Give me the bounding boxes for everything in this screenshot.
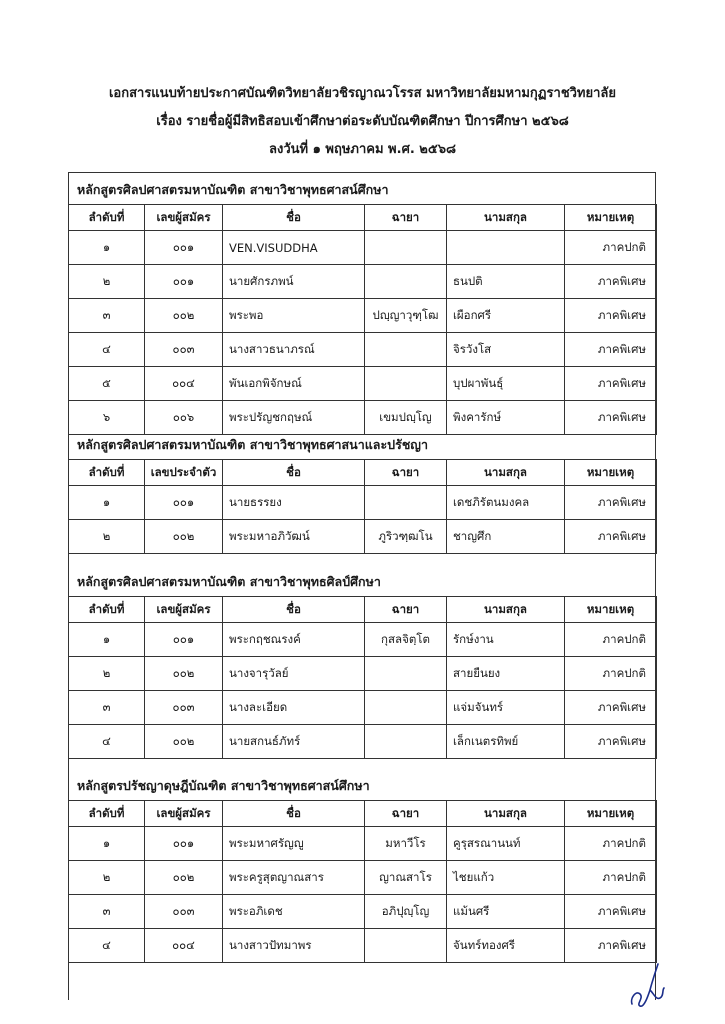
handwritten-signature: [626, 960, 668, 1010]
cell-remark: ภาคพิเศษ: [565, 299, 657, 333]
cell-remark: ภาคพิเศษ: [565, 929, 657, 963]
cell-order: ๓: [69, 299, 145, 333]
cell-name: นางละเอียด: [223, 691, 365, 725]
column-header-applicant-no: เลขผู้สมัคร: [145, 801, 223, 827]
program-title: หลักสูตรศิลปศาสตรมหาบัณฑิต สาขาวิชาพุทธศาสนาและปรัชญา: [68, 431, 656, 459]
cell-surname: ธนปติ: [447, 265, 565, 299]
cell-order: ๑: [69, 231, 145, 265]
cell-name: นายสกนธ์ภัทร์: [223, 725, 365, 759]
cell-order: ๓: [69, 895, 145, 929]
cell-monastic-name: ญาณสาโร: [365, 861, 447, 895]
column-header-name: ชื่อ: [223, 597, 365, 623]
cell-surname: บุปผาพันธุ์: [447, 367, 565, 401]
cell-surname: พิงคารักษ์: [447, 401, 565, 435]
program-section: [68, 176, 656, 435]
cell-monastic-name: กุสลจิตฺโต: [365, 623, 447, 657]
column-header-remark: หมายเหตุ: [565, 460, 657, 486]
cell-surname: [447, 231, 565, 265]
cell-monastic-name: [365, 929, 447, 963]
table-row: [69, 367, 657, 401]
column-header-monastic-name: ฉายา: [365, 460, 447, 486]
table-header-row: [69, 801, 657, 827]
cell-order: ๓: [69, 691, 145, 725]
cell-remark: ภาคพิเศษ: [565, 401, 657, 435]
column-header-surname: นามสกุล: [447, 597, 565, 623]
table-row: [69, 929, 657, 963]
cell-order: ๒: [69, 861, 145, 895]
cell-monastic-name: ปญฺญาวุฑฺโฒ: [365, 299, 447, 333]
cell-monastic-name: [365, 265, 447, 299]
program-section: [68, 431, 656, 554]
table-header-row: [69, 597, 657, 623]
cell-applicant-no: ๐๐๒: [145, 657, 223, 691]
cell-order: ๑: [69, 623, 145, 657]
cell-monastic-name: [365, 486, 447, 520]
cell-surname: จิรวังโส: [447, 333, 565, 367]
column-header-surname: นามสกุล: [447, 801, 565, 827]
cell-remark: ภาคปกติ: [565, 827, 657, 861]
column-header-order: ลำดับที่: [69, 801, 145, 827]
table-header-row: [69, 460, 657, 486]
cell-monastic-name: [365, 333, 447, 367]
header-line-2: เรื่อง รายชื่อผู้มีสิทธิสอบเข้าศึกษาต่อระดับบัณฑิตศึกษา ปีการศึกษา ๒๕๖๘: [156, 114, 569, 129]
table-row: [69, 333, 657, 367]
header-line-3: ลงวันที่ ๑ พฤษภาคม พ.ศ. ๒๕๖๘: [269, 142, 456, 157]
cell-surname: ไชยแก้ว: [447, 861, 565, 895]
cell-applicant-no: ๐๐๓: [145, 691, 223, 725]
table-row: [69, 486, 657, 520]
column-header-applicant-no: เลขผู้สมัคร: [145, 205, 223, 231]
cell-remark: ภาคพิเศษ: [565, 486, 657, 520]
cell-name: นายศักรภพน์: [223, 265, 365, 299]
cell-name: นางสาวธนาภรณ์: [223, 333, 365, 367]
cell-surname: เล็กเนตรทิพย์: [447, 725, 565, 759]
column-header-applicant-no: เลขผู้สมัคร: [145, 597, 223, 623]
program-section: [68, 568, 656, 759]
table-row: [69, 265, 657, 299]
cell-applicant-no: ๐๐๔: [145, 929, 223, 963]
cell-name: พระมหาอภิวัฒน์: [223, 520, 365, 554]
column-header-name: ชื่อ: [223, 801, 365, 827]
column-header-surname: นามสกุล: [447, 205, 565, 231]
cell-applicant-no: ๐๐๑: [145, 486, 223, 520]
cell-applicant-no: ๐๐๒: [145, 861, 223, 895]
cell-applicant-no: ๐๐๑: [145, 231, 223, 265]
program-title: หลักสูตรศิลปศาสตรมหาบัณฑิต สาขาวิชาพุทธศาสน์ศึกษา: [68, 176, 656, 204]
cell-applicant-no: ๐๐๓: [145, 895, 223, 929]
cell-surname: สายยืนยง: [447, 657, 565, 691]
cell-remark: ภาคพิเศษ: [565, 691, 657, 725]
program-section: [68, 772, 656, 963]
column-header-remark: หมายเหตุ: [565, 597, 657, 623]
table-row: [69, 861, 657, 895]
cell-applicant-no: ๐๐๑: [145, 265, 223, 299]
table-row: [69, 725, 657, 759]
table-row: [69, 623, 657, 657]
cell-applicant-no: ๐๐๑: [145, 623, 223, 657]
column-header-order: ลำดับที่: [69, 460, 145, 486]
cell-monastic-name: เขมปญฺโญ: [365, 401, 447, 435]
column-header-name: ชื่อ: [223, 460, 365, 486]
cell-order: ๔: [69, 725, 145, 759]
cell-remark: ภาคพิเศษ: [565, 895, 657, 929]
cell-remark: ภาคปกติ: [565, 623, 657, 657]
cell-applicant-no: ๐๐๖: [145, 401, 223, 435]
cell-name: พระกฤชณรงค์: [223, 623, 365, 657]
cell-remark: ภาคพิเศษ: [565, 265, 657, 299]
cell-surname: รักษ์งาน: [447, 623, 565, 657]
cell-name: VEN.VISUDDHA: [223, 231, 365, 265]
cell-order: ๑: [69, 827, 145, 861]
cell-applicant-no: ๐๐๒: [145, 725, 223, 759]
table-row: [69, 827, 657, 861]
cell-monastic-name: อภิปุญฺโญ: [365, 895, 447, 929]
cell-remark: ภาคพิเศษ: [565, 725, 657, 759]
cell-surname: แจ่มจันทร์: [447, 691, 565, 725]
cell-remark: ภาคปกติ: [565, 657, 657, 691]
candidates-table: [68, 800, 657, 963]
cell-name: นายธรรยง: [223, 486, 365, 520]
table-row: [69, 657, 657, 691]
cell-remark: ภาคพิเศษ: [565, 520, 657, 554]
cell-name: พันเอกพิจักษณ์: [223, 367, 365, 401]
table-row: [69, 691, 657, 725]
program-title: หลักสูตรศิลปศาสตรมหาบัณฑิต สาขาวิชาพุทธศิลป์ศึกษา: [68, 568, 656, 596]
cell-applicant-no: ๐๐๒: [145, 520, 223, 554]
cell-order: ๒: [69, 657, 145, 691]
table-header-row: [69, 205, 657, 231]
cell-surname: จันทร์ทองศรี: [447, 929, 565, 963]
candidates-table: [68, 596, 657, 759]
cell-surname: เผือกศรี: [447, 299, 565, 333]
cell-surname: แม้นศรี: [447, 895, 565, 929]
cell-name: พระมหาศรัญญู: [223, 827, 365, 861]
cell-applicant-no: ๐๐๑: [145, 827, 223, 861]
program-title: หลักสูตรปรัชญาดุษฎีบัณฑิต สาขาวิชาพุทธศาสน์ศึกษา: [68, 772, 656, 800]
cell-name: พระพอ: [223, 299, 365, 333]
cell-monastic-name: [365, 657, 447, 691]
cell-surname: คูรุสรณานนท์: [447, 827, 565, 861]
cell-monastic-name: [365, 231, 447, 265]
document-header: [0, 86, 725, 170]
column-header-remark: หมายเหตุ: [565, 801, 657, 827]
column-header-remark: หมายเหตุ: [565, 205, 657, 231]
cell-applicant-no: ๐๐๒: [145, 299, 223, 333]
cell-monastic-name: [365, 367, 447, 401]
cell-name: พระปรัญชกฤษณ์: [223, 401, 365, 435]
table-row: [69, 231, 657, 265]
cell-remark: ภาคพิเศษ: [565, 367, 657, 401]
table-row: [69, 401, 657, 435]
cell-monastic-name: ภูริวฑฺฒโน: [365, 520, 447, 554]
cell-order: ๔: [69, 929, 145, 963]
cell-applicant-no: ๐๐๓: [145, 333, 223, 367]
cell-surname: เดชภิรัตนมงคล: [447, 486, 565, 520]
cell-name: นางจารุวัลย์: [223, 657, 365, 691]
cell-order: ๒: [69, 520, 145, 554]
cell-order: ๖: [69, 401, 145, 435]
cell-order: ๔: [69, 333, 145, 367]
cell-name: พระอภิเดช: [223, 895, 365, 929]
column-header-monastic-name: ฉายา: [365, 801, 447, 827]
cell-remark: ภาคพิเศษ: [565, 333, 657, 367]
header-line-1: เอกสารแนบท้ายประกาศบัณฑิตวิทยาลัยวชิรญาณวโรรส มหาวิทยาลัยมหามกุฏราชวิทยาลัย: [108, 86, 617, 101]
cell-monastic-name: [365, 725, 447, 759]
cell-order: ๒: [69, 265, 145, 299]
column-header-monastic-name: ฉายา: [365, 205, 447, 231]
cell-surname: ชาญศึก: [447, 520, 565, 554]
cell-name: นางสาวปัทมาพร: [223, 929, 365, 963]
cell-remark: ภาคปกติ: [565, 861, 657, 895]
cell-monastic-name: [365, 691, 447, 725]
cell-name: พระครูสุตญาณสาร: [223, 861, 365, 895]
cell-order: ๑: [69, 486, 145, 520]
column-header-monastic-name: ฉายา: [365, 597, 447, 623]
table-row: [69, 299, 657, 333]
column-header-order: ลำดับที่: [69, 205, 145, 231]
table-row: [69, 520, 657, 554]
candidates-table: [68, 459, 657, 554]
column-header-order: ลำดับที่: [69, 597, 145, 623]
cell-monastic-name: มหาวีโร: [365, 827, 447, 861]
candidates-table: [68, 204, 657, 435]
column-header-applicant-no: เลขประจำตัว: [145, 460, 223, 486]
cell-applicant-no: ๐๐๔: [145, 367, 223, 401]
column-header-name: ชื่อ: [223, 205, 365, 231]
cell-order: ๕: [69, 367, 145, 401]
column-header-surname: นามสกุล: [447, 460, 565, 486]
cell-remark: ภาคปกติ: [565, 231, 657, 265]
table-row: [69, 895, 657, 929]
